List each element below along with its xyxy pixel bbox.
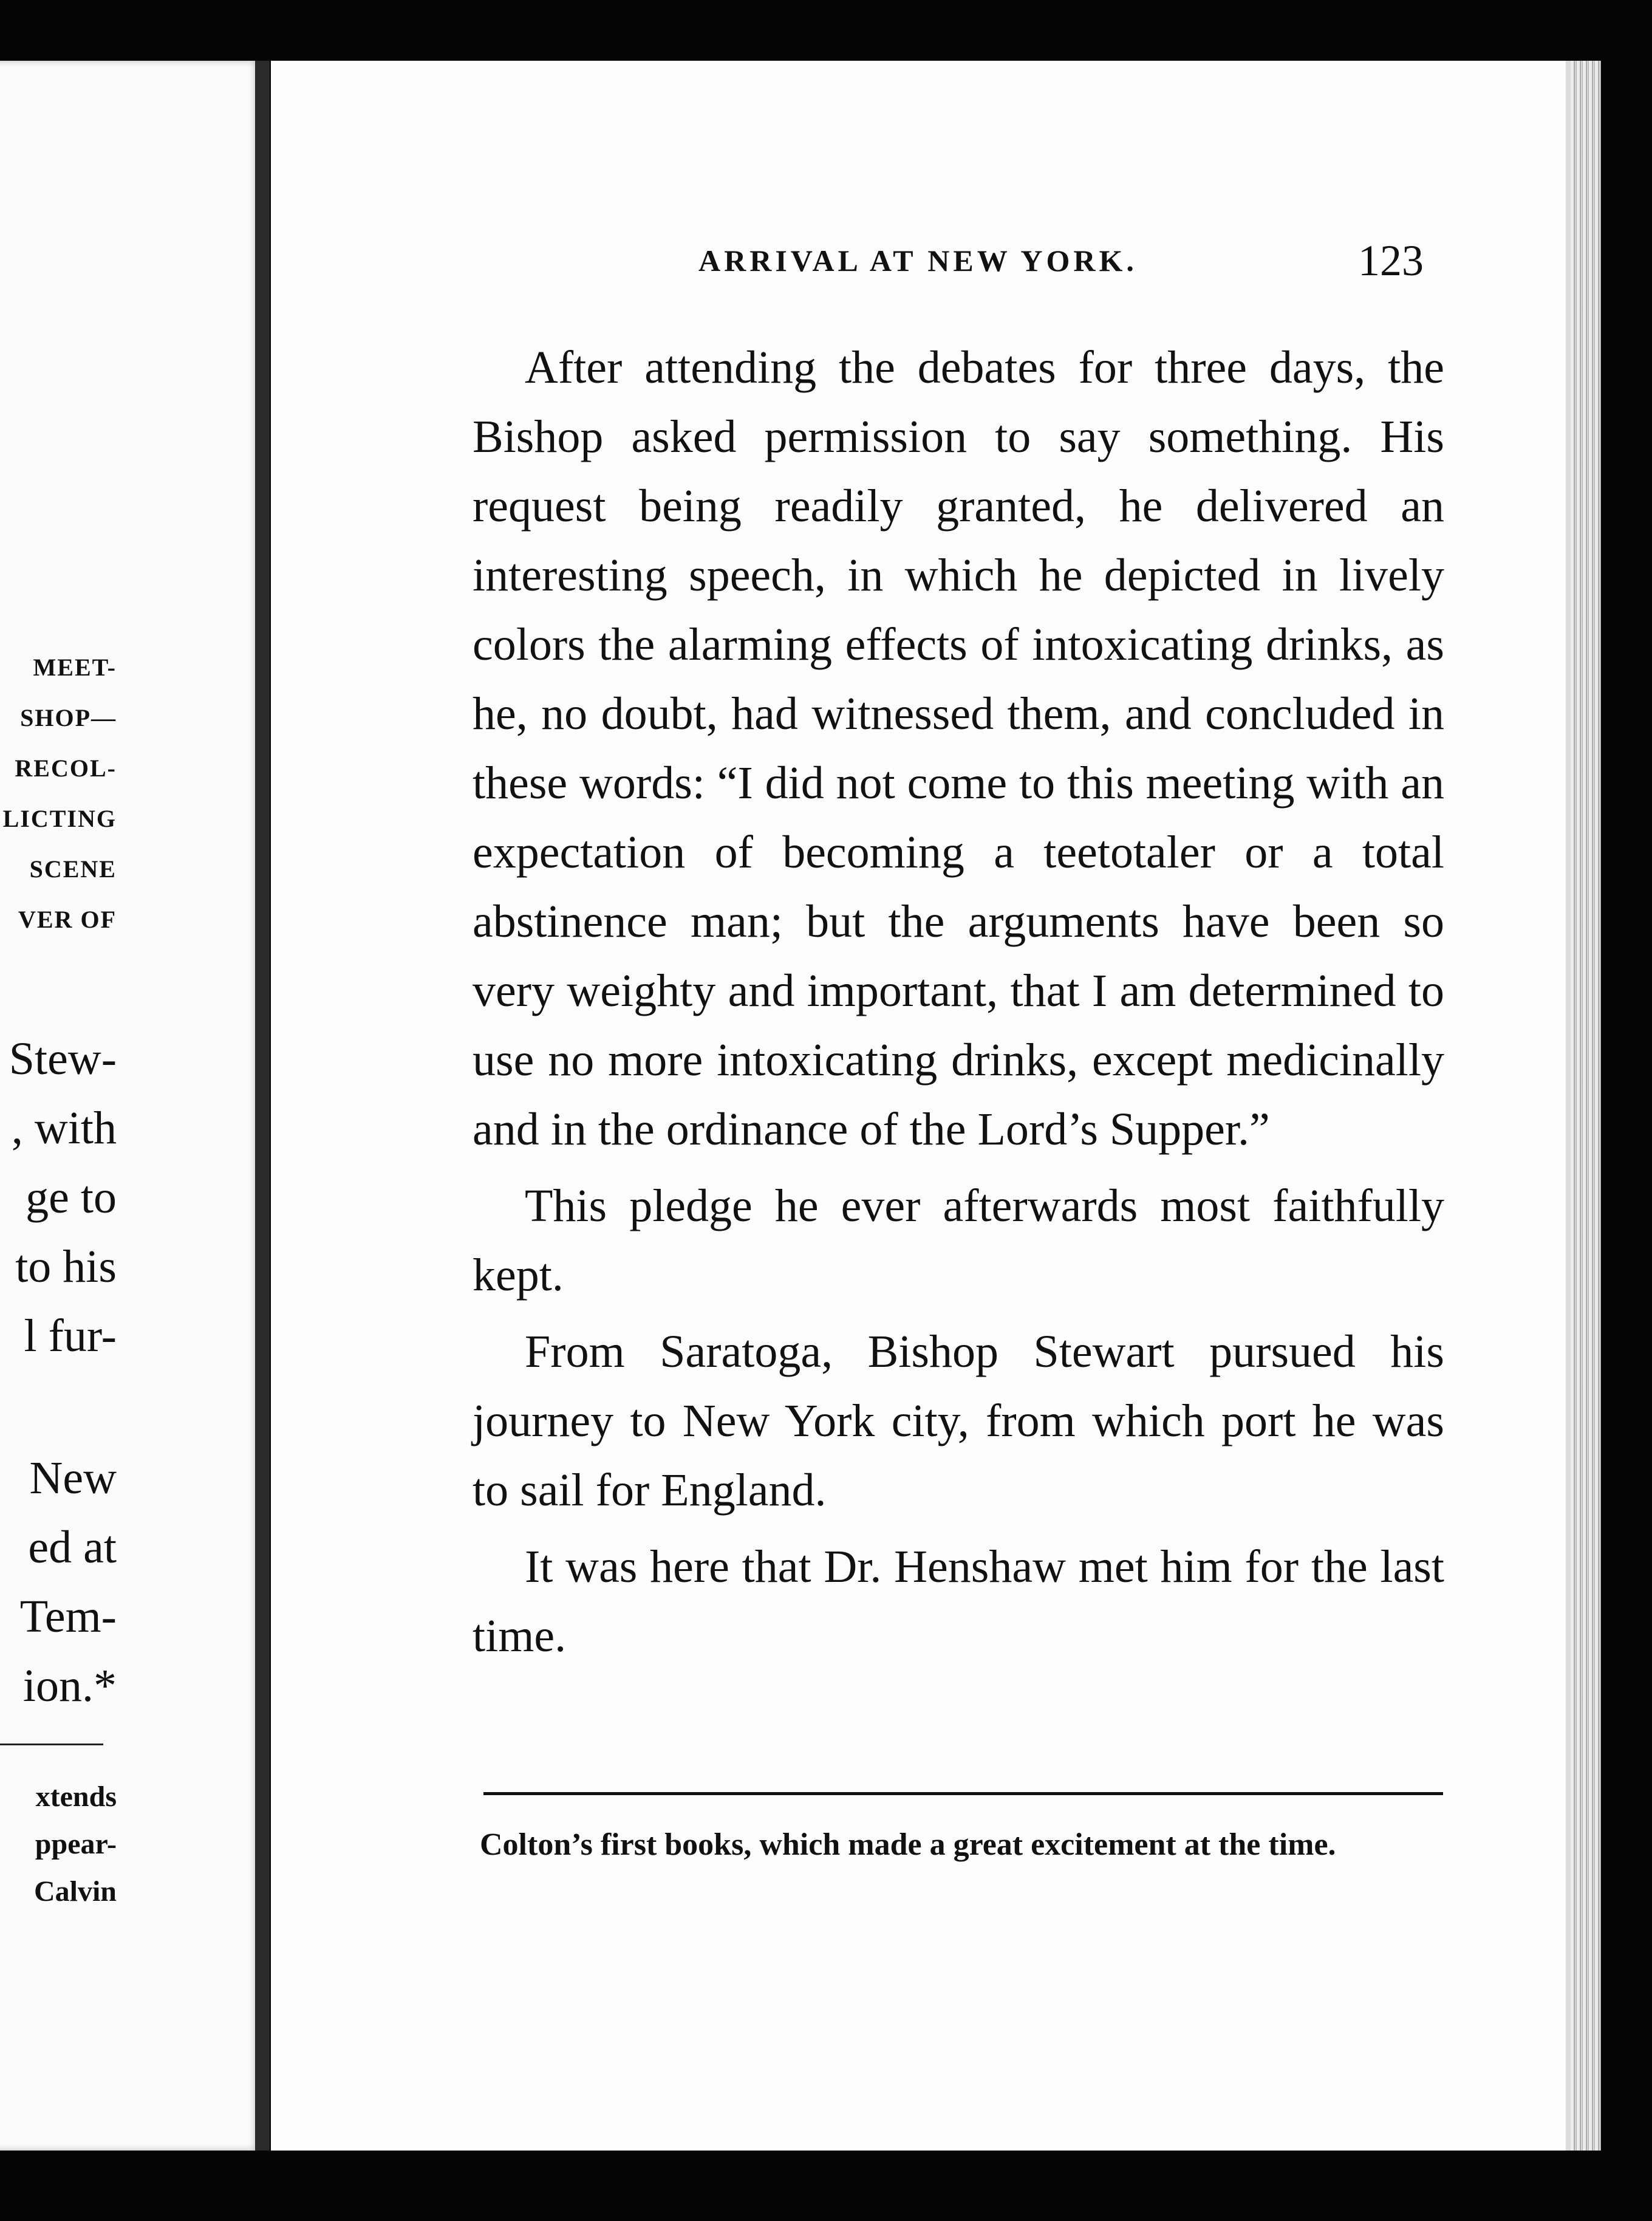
paragraph: From Saratoga, Bishop Stewart pursued his journey to New York city, from which port he was to sail for England.: [473, 1326, 1444, 1516]
left-caps-line: VER OF: [18, 906, 117, 933]
left-body-line: ion.*: [22, 1660, 117, 1711]
left-footnote-line: ppear-: [35, 1828, 117, 1860]
book-gutter: [255, 61, 270, 2151]
left-body-line: ed at: [28, 1522, 117, 1573]
page-edges: [1571, 61, 1601, 2151]
left-body-line: to his: [15, 1241, 117, 1292]
page-number: 123: [1358, 236, 1424, 285]
left-body-line: New: [29, 1453, 117, 1504]
body-text: [473, 333, 1444, 1678]
left-body-line: Tem-: [19, 1591, 117, 1642]
left-footnote-line: Calvin: [33, 1875, 117, 1908]
paragraph: After attending the debates for three days, the Bishop asked permission to say something. His request being readily granted, he delivered an interesting speech, in which he depicted in lively colors the alarming effects of intoxicating drinks, as he, no doubt, had witnessed them, and concluded in these words: “I did not come to this meeting with an expectation of becoming a teetotaler or a total abstinence man; but the arguments have been so very weighty and important, that I am determined to use no more intoxicating drinks, except medicinally and in the ordinance of the Lord’s Supper.”: [473, 342, 1444, 1155]
left-footnote-rule: [0, 1744, 103, 1745]
left-body-line: ge to: [26, 1172, 117, 1223]
running-head: ARRIVAL AT NEW YORK.: [698, 244, 1138, 278]
left-footnote-line: xtends: [35, 1781, 117, 1813]
paragraph: This pledge he ever afterwards most faithfully kept.: [473, 1180, 1444, 1301]
footnote-rule: [483, 1792, 1443, 1795]
left-body-line: , with: [11, 1103, 117, 1154]
left-body-line: Stew-: [9, 1033, 117, 1084]
footnote: Colton’s first books, which made a great excitement at the time.: [480, 1827, 1336, 1862]
left-caps-line: RECOL-: [15, 755, 117, 782]
left-page-fragment: [0, 61, 261, 2151]
left-caps-line: SHOP—: [20, 704, 117, 731]
left-body-line: l fur-: [24, 1310, 117, 1361]
left-caps-line: MEET-: [33, 654, 117, 681]
paragraph: It was here that Dr. Henshaw met him for the last time.: [473, 1541, 1444, 1661]
left-caps-line: SCENE: [29, 855, 117, 883]
left-caps-line: LICTING: [2, 805, 117, 832]
